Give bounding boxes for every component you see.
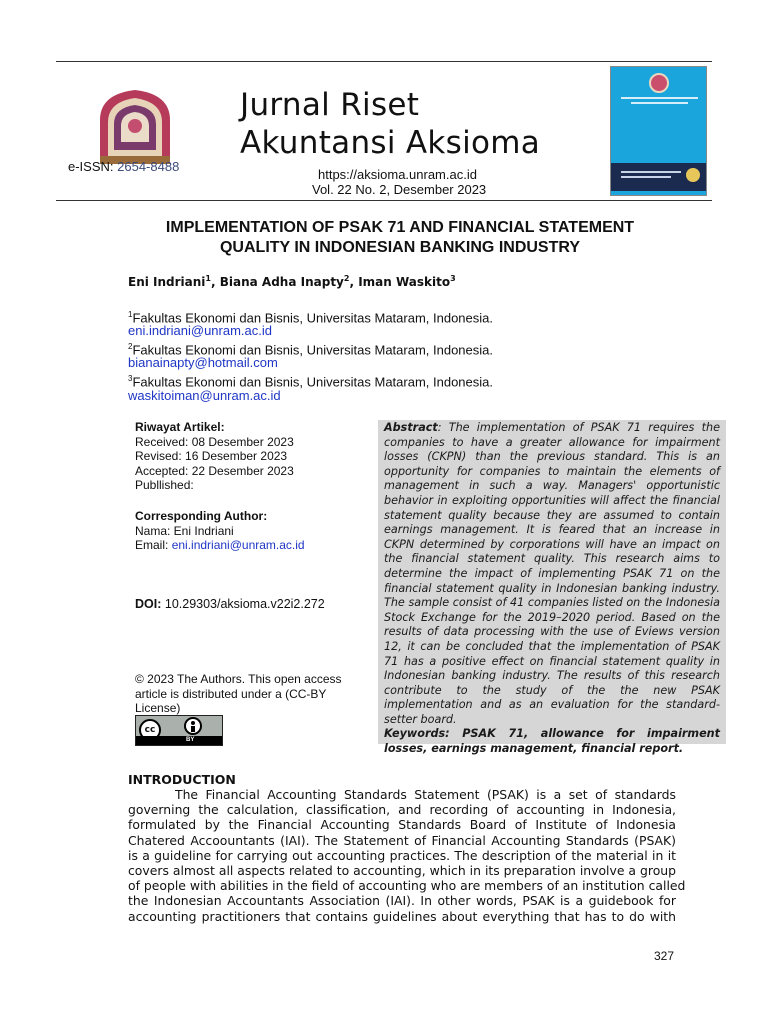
- page-number: 327: [654, 949, 675, 963]
- journal-title: Jurnal Riset Akuntansi Aksioma: [240, 87, 541, 161]
- affiliation-3: $^3$Fakultas Ekonomi dan Bisnis, Universitas Mataram, Indonesia.: [128, 374, 493, 390]
- license-text: © 2023 The Authors. This open access article is distributed under a (CC-BY License): [135, 672, 342, 716]
- doi: DOI: 10.29303/aksioma.v22i2.272: [135, 597, 325, 611]
- attribution-icon: [184, 717, 202, 735]
- keywords-label: Keywords:: [384, 727, 450, 741]
- cc-icon: cc: [139, 719, 161, 741]
- paper-title: IMPLEMENTATION OF PSAK 71 AND FINANCIAL STATEMENT QUALITY IN INDONESIAN BANKING INDUSTRY: [165, 219, 635, 256]
- introduction-heading: INTRODUCTION: [128, 772, 236, 787]
- abstract-label: Abstract: [384, 421, 438, 434]
- journal-url[interactable]: https://aksioma.unram.ac.id: [318, 167, 477, 182]
- affiliation-1: $^1$Fakultas Ekonomi dan Bisnis, Universitas Mataram, Indonesia.: [128, 310, 493, 326]
- corresponding-email-link[interactable]: eni.indriani@unram.ac.id: [171, 538, 305, 553]
- doi-link[interactable]: 10.29303/aksioma.v22i2.272: [164, 597, 325, 611]
- introduction-body: The Financial Accounting Standards Statement (PSAK) is a set of standards governing the calculation, classification, and recording of accounting in Indonesia, formulated by the Financial Accounting Standards Board of Institute of Indonesia Chatered Accoountants (IAI). The Statement of Financial Accounting Standards (PSAK) is a guideline for carrying out accounting practices. The description of the material in it covers almost all aspects related to accounting, which in its preparation involve a group of people with abilities in the field of accounting who are members of an institution called the Indonesian Accountants Association (IAI). In other words, PSAK is a guidebook for accounting practitioners that contains guidelines about everything that has to do with: [128, 787, 686, 924]
- top-rule: [56, 61, 712, 62]
- keywords-text: PSAK 71, allowance for impairment losses, earnings management, financial report.: [384, 727, 720, 756]
- cover-emblem-icon: [649, 73, 669, 93]
- affiliation-2-email[interactable]: bianainapty@hotmail.com: [128, 355, 278, 370]
- abstract-box: [378, 420, 726, 756]
- cover-seal-icon: [686, 168, 700, 182]
- affiliation-3-email[interactable]: waskitoiman@unram.ac.id: [128, 388, 281, 403]
- journal-volume: Vol. 22 No. 2, Desember 2023: [312, 182, 487, 197]
- corresponding-author: Corresponding Author: Nama: Eni Indriani Email: eni.indriani@unram.ac.id: [135, 509, 305, 553]
- article-history: Riwayat Artikel: Received: 08 Desember 2023 Revised: 16 Desember 2023 Accepted: 22 Desember 2023 Publlished:: [135, 420, 294, 493]
- author-list: Eni Indriani$^1$, Biana Adha Inapty$^2$, Iman Waskito$^3$: [128, 274, 456, 289]
- abstract-text: : The implementation of PSAK 71 requires the companies to have a greater allowance for impairment losses (CKPN) than the previous standard. This is an opportunity for companies to maintain the elements of management in such a way. Managers' opportunistic behavior in exploiting opportunities will affect the financial statement quality because they are assumed to contain earnings management. It is feared that an increase in CKPN determined by corporations will have an impact on the financial statement quality. This research aims to determine the impact of implementing PSAK 71 on the financial statement quality in Indonesian banking industry. The sample consist of 41 companies listed on the Indonesia Stock Exchange for the 2019–2020 period. Based on the results of data processing with the use of Eviews version 12, it can be concluded that the implementation of PSAK 71 has a positive effect on financial statement quality in Indonesian banking industry. The results of this research contribute to the study of the the new PSAK implementation and as an evaluation for the standard-setter board.: [384, 421, 720, 726]
- university-logo: [94, 86, 176, 168]
- header-rule: [56, 200, 712, 201]
- affiliation-1-email[interactable]: eni.indriani@unram.ac.id: [128, 323, 272, 338]
- cc-by-license-badge[interactable]: cc BY: [135, 715, 223, 746]
- journal-cover-thumbnail: [610, 66, 707, 196]
- issn: e-ISSN: 2654-8488: [68, 159, 180, 174]
- affiliation-2: $^2$Fakultas Ekonomi dan Bisnis, Universitas Mataram, Indonesia.: [128, 342, 493, 358]
